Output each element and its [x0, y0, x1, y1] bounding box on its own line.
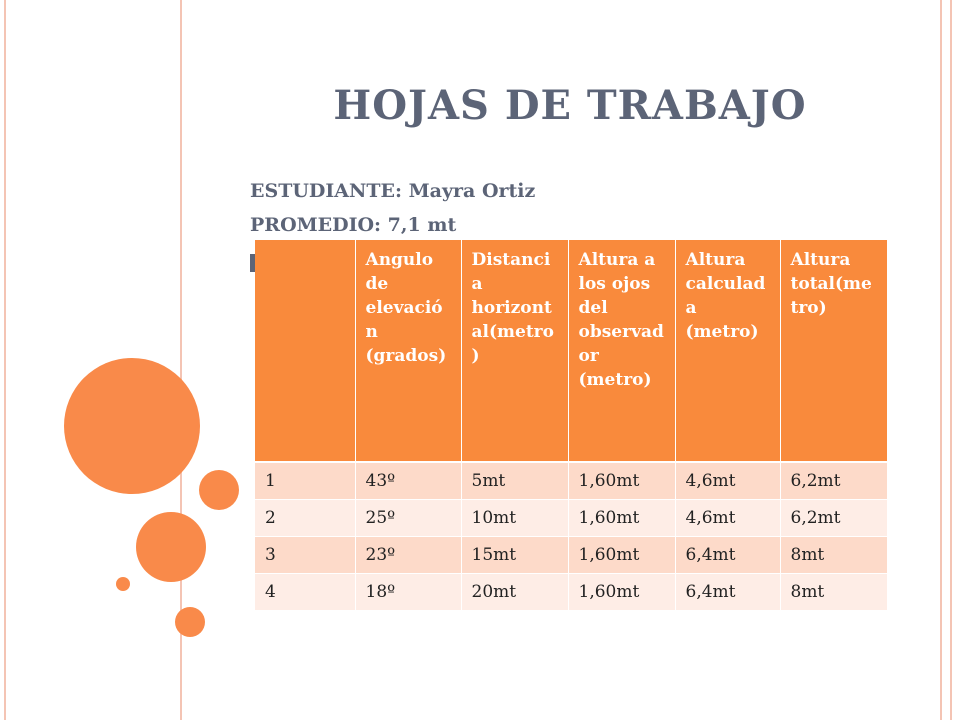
- header-eye-height: Altura a los ojos del observador (metro): [568, 240, 675, 462]
- cell-calculated-height: 4,6mt: [675, 462, 780, 500]
- cell-eye-height: 1,60mt: [568, 574, 675, 611]
- worksheet-table: [255, 240, 887, 610]
- decorative-circle-medium: [136, 512, 206, 582]
- average-line: PROMEDIO: 7,1 mt: [250, 214, 457, 236]
- cell-distance: 10mt: [461, 500, 568, 537]
- header-total-height: Altura total(metro): [780, 240, 887, 462]
- table-header-row: [255, 240, 887, 462]
- cell-total-height: 6,2mt: [780, 462, 887, 500]
- slide-title: HOJAS DE TRABAJO: [333, 82, 807, 129]
- cell-angle: 18º: [355, 574, 461, 611]
- cell-distance: 15mt: [461, 537, 568, 574]
- cell-calculated-height: 4,6mt: [675, 500, 780, 537]
- cell-distance: 20mt: [461, 574, 568, 611]
- cell-angle: 25º: [355, 500, 461, 537]
- frame-line-left: [4, 0, 6, 720]
- cell-angle: 23º: [355, 537, 461, 574]
- cell-number: 3: [255, 537, 355, 574]
- student-line: ESTUDIANTE: Mayra Ortiz: [250, 180, 536, 202]
- header-calculated-height: Altura calculada (metro): [675, 240, 780, 462]
- cell-number: 1: [255, 462, 355, 500]
- cell-total-height: 8mt: [780, 537, 887, 574]
- cell-calculated-height: 6,4mt: [675, 537, 780, 574]
- table-row: [255, 537, 887, 574]
- header-elevation-angle: Angulo de elevación (grados): [355, 240, 461, 462]
- decorative-circle-tiny: [116, 577, 130, 591]
- cell-number: 4: [255, 574, 355, 611]
- frame-line-right: [950, 0, 952, 720]
- cell-angle: 43º: [355, 462, 461, 500]
- cell-eye-height: 1,60mt: [568, 500, 675, 537]
- table-row: [255, 500, 887, 537]
- table-row: [255, 462, 887, 500]
- table-row: [255, 574, 887, 611]
- cell-distance: 5mt: [461, 462, 568, 500]
- cell-total-height: 8mt: [780, 574, 887, 611]
- cell-number: 2: [255, 500, 355, 537]
- decorative-circle-small-bottom: [175, 607, 205, 637]
- cell-eye-height: 1,60mt: [568, 537, 675, 574]
- decorative-circle-small: [199, 470, 239, 510]
- cell-calculated-height: 6,4mt: [675, 574, 780, 611]
- cell-total-height: 6,2mt: [780, 500, 887, 537]
- header-horizontal-distance: Distancia horizontal(metro): [461, 240, 568, 462]
- frame-line-inner-right: [940, 0, 942, 720]
- decorative-circle-large: [64, 358, 200, 494]
- cell-eye-height: 1,60mt: [568, 462, 675, 500]
- header-number: [255, 240, 355, 462]
